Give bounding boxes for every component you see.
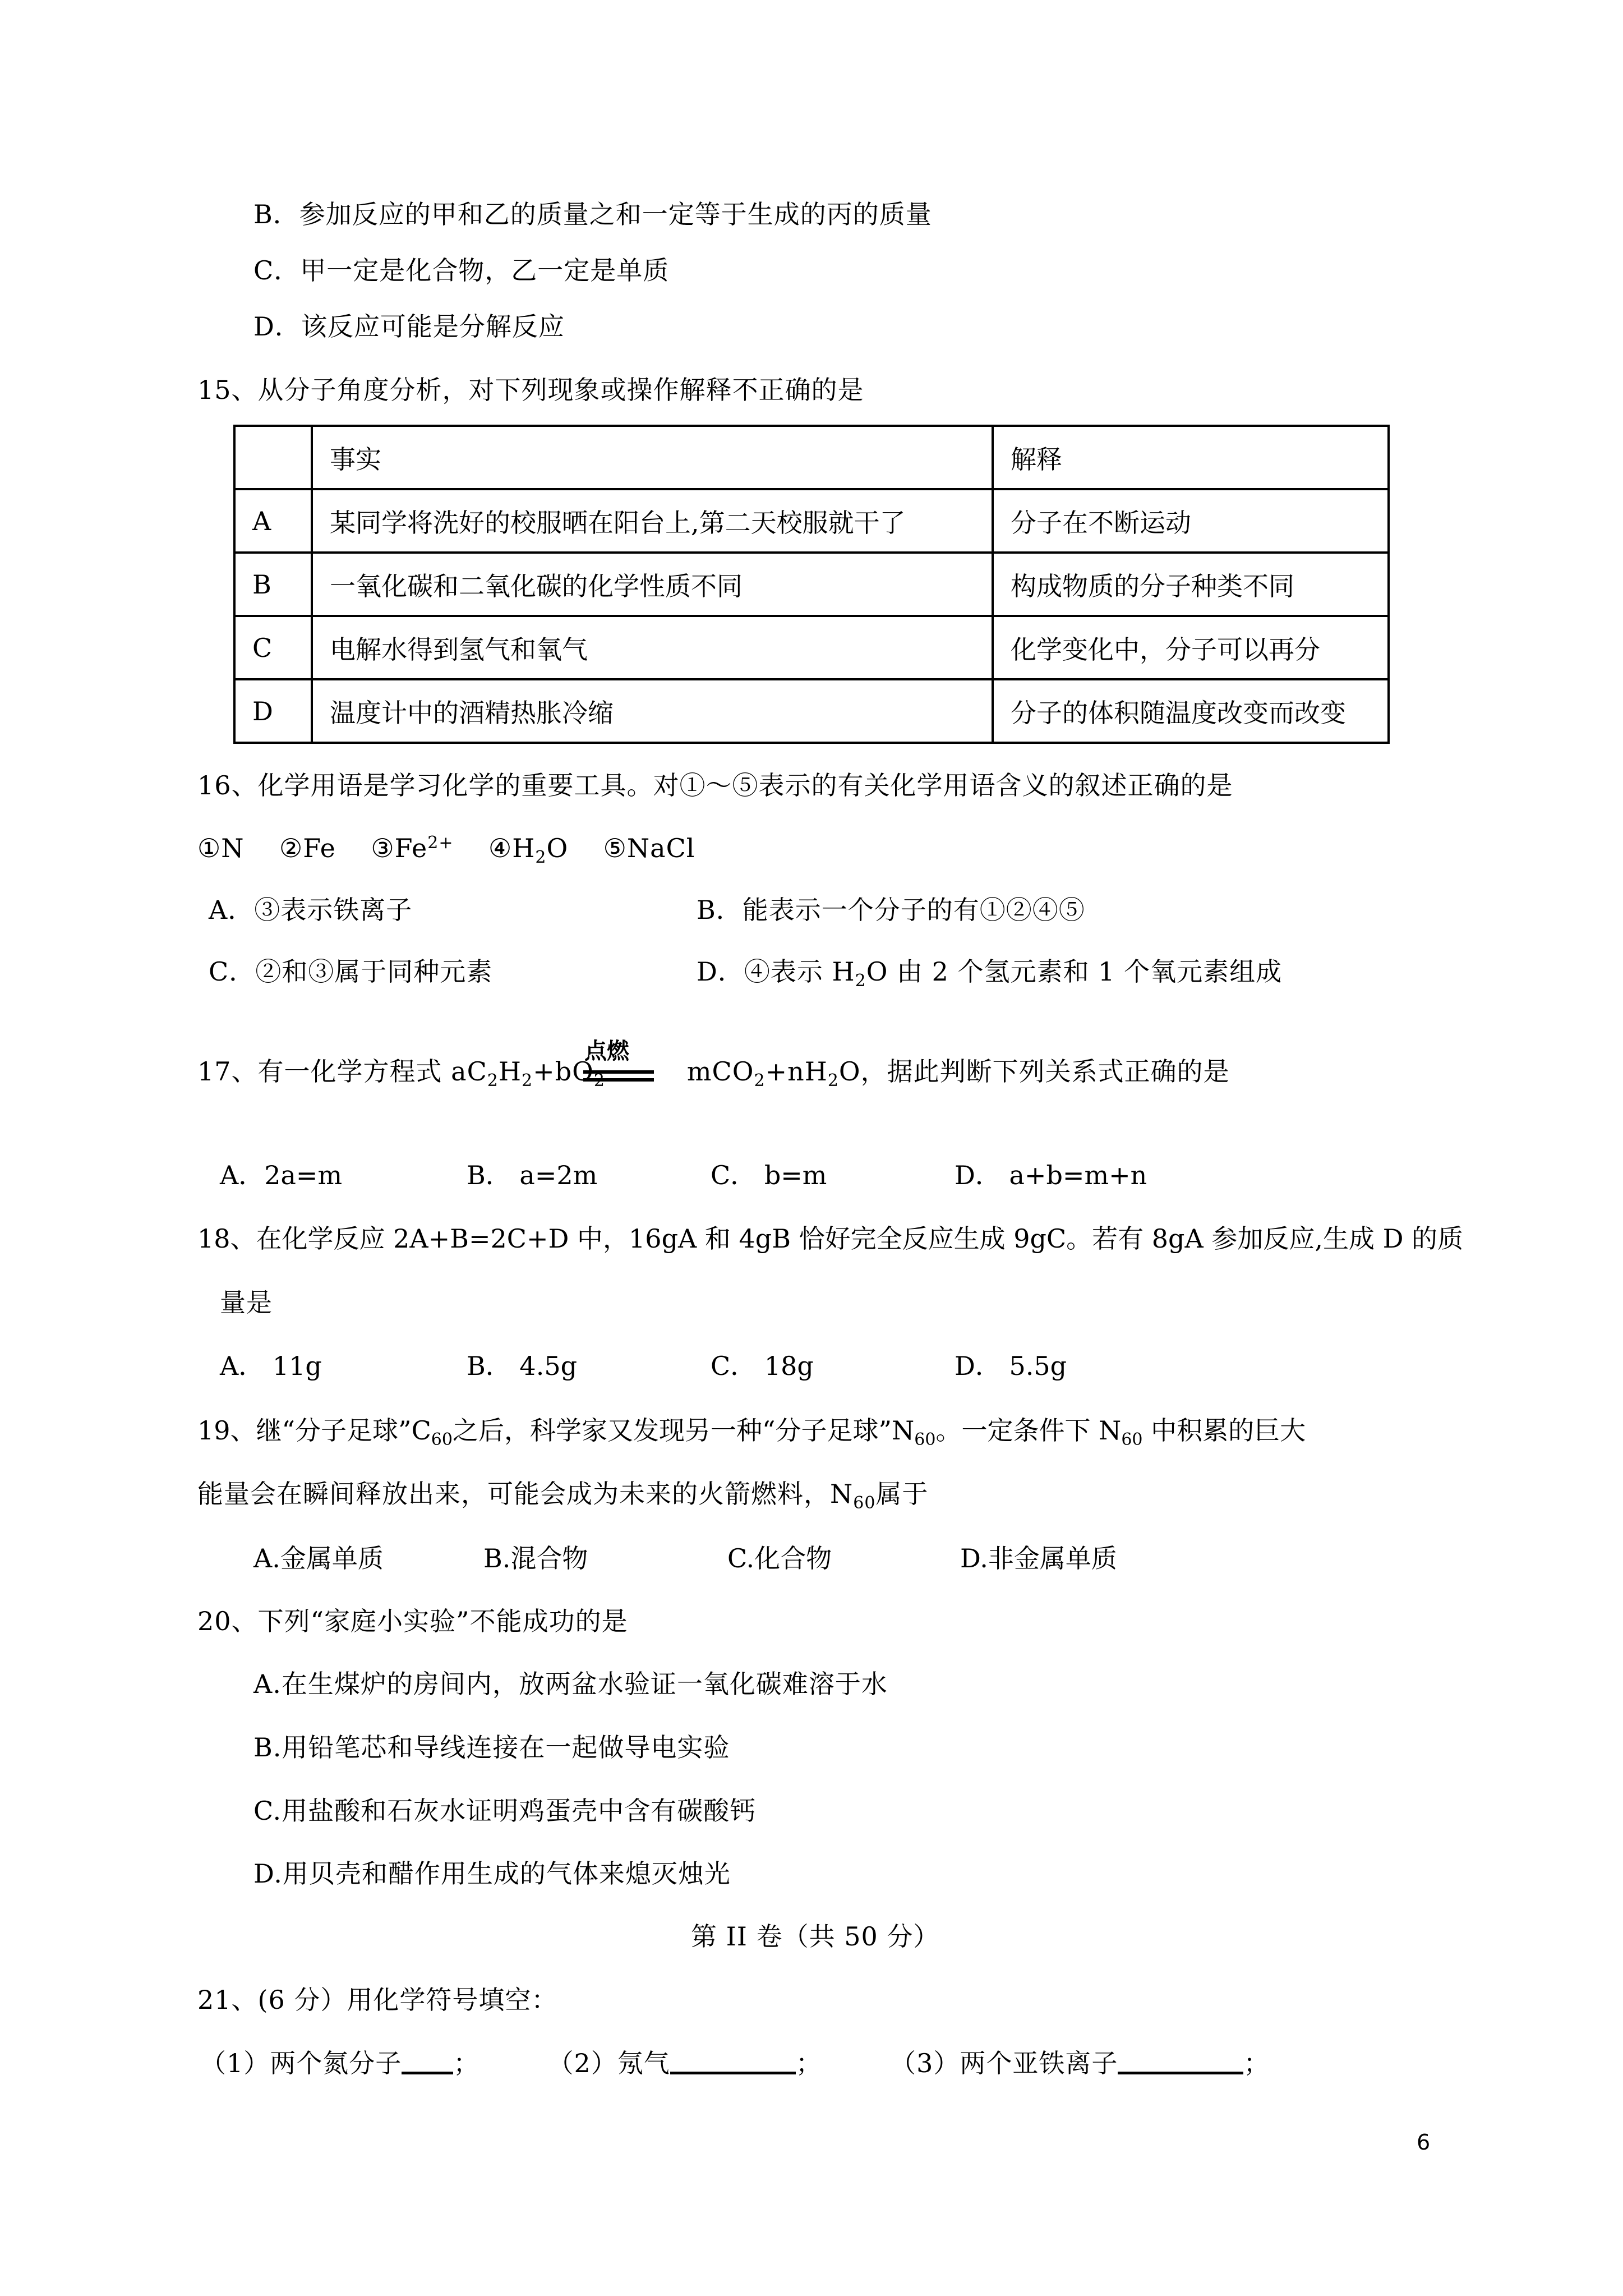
- reaction-condition: 点燃: [584, 1038, 629, 1064]
- q16-option-a: A．③表示铁离子: [209, 895, 413, 925]
- q20-option-b: B.用铅笔芯和导线连接在一起做导电实验: [253, 1732, 730, 1763]
- q19-option-c: C.化合物: [727, 1543, 832, 1573]
- q18-option-b: B． 4.5g: [467, 1351, 578, 1381]
- q16-symbols: [197, 831, 695, 865]
- table-row: [234, 489, 1389, 553]
- q17-option-a: A．2a=m: [220, 1160, 343, 1190]
- row-fact: 温度计中的酒精热胀冷缩: [312, 679, 993, 743]
- q20-option-d: D.用贝壳和醋作用生成的气体来熄灭烛光: [253, 1858, 731, 1889]
- row-label: A: [234, 489, 312, 553]
- q18-option-a: A． 11g: [220, 1351, 322, 1381]
- q21-parts: （1）两个氮分子 ； （2）氖气 ； （3）两个亚铁离子 ；: [200, 2048, 1270, 2078]
- q18-option-c: C． 18g: [711, 1351, 814, 1381]
- q17-option-c: C． b=m: [711, 1160, 827, 1190]
- q19-option-d: D.非金属单质: [960, 1543, 1117, 1573]
- q19-option-a: A.金属单质: [253, 1543, 384, 1573]
- row-label: D: [234, 679, 312, 743]
- table-header-cell: [234, 426, 312, 489]
- q16-stem: 16、化学用语是学习化学的重要工具。对①～⑤表示的有关化学用语含义的叙述正确的是: [197, 770, 1233, 800]
- q14-option-b: B．参加反应的甲和乙的质量之和一定等于生成的丙的质量: [253, 199, 932, 229]
- row-explanation: 分子的体积随温度改变而改变: [993, 679, 1389, 743]
- page-number: 6: [1417, 2130, 1431, 2155]
- row-explanation: 化学变化中，分子可以再分: [993, 616, 1389, 679]
- q21-part-2-label: （2）氖气: [547, 2048, 670, 2078]
- symbol-4: $④H_2O$: [488, 833, 569, 867]
- table-header-cell: 事实: [312, 426, 993, 489]
- q21-stem: 21、(6 分）用化学符号填空：: [197, 1985, 558, 2015]
- row-explanation: 构成物质的分子种类不同: [993, 553, 1389, 616]
- row-label: C: [234, 616, 312, 679]
- q21-part-3-blank[interactable]: [1118, 2047, 1243, 2074]
- q19-stem-line1: 19、继“分子足球$”C_{60}$之后，科学家又发现另一种“分子足球$”N_{60}$。一定条件下 $N_{60}$ 中积累的巨大: [197, 1415, 1306, 1450]
- table-row: [234, 616, 1389, 679]
- q14-option-d: D．该反应可能是分解反应: [253, 311, 565, 342]
- q16-option-d: D．④表示 $H_2O$ 由 2 个氢元素和 1 个氧元素组成: [697, 956, 1283, 991]
- symbol-2: ②Fe: [279, 833, 336, 863]
- q18-stem-line1: 18、在化学反应 2A+B=2C+D 中，16gA 和 4gB 恰好完全反应生成 9gC。若有 8gA 参加反应,生成 D 的质: [197, 1223, 1464, 1254]
- q20-option-a: A.在生煤炉的房间内，放两盆水验证一氧化碳难溶于水: [253, 1669, 888, 1699]
- q17-option-b: B． a=2m: [467, 1160, 598, 1190]
- q20-option-c: C.用盐酸和石灰水证明鸡蛋壳中含有碳酸钙: [253, 1796, 757, 1826]
- row-fact: 一氧化碳和二氧化碳的化学性质不同: [312, 553, 993, 616]
- q17-option-d: D． a+b=m+n: [955, 1160, 1147, 1190]
- q21-part-2-blank[interactable]: [670, 2047, 796, 2074]
- section-title: 第 II 卷（共 50 分）: [691, 1921, 940, 1952]
- q15-table: [233, 425, 1390, 744]
- q14-option-c: C．甲一定是化合物，乙一定是单质: [253, 255, 670, 286]
- q19-stem-line2: 能量会在瞬间释放出来，可能会成为未来的火箭燃料，$N_{60}$属于: [197, 1479, 929, 1513]
- symbol-1: ①N: [197, 833, 245, 863]
- q18-option-d: D． 5.5g: [955, 1351, 1067, 1381]
- q21-part-1-blank[interactable]: [402, 2047, 453, 2074]
- q18-stem-line2: 量是: [220, 1287, 273, 1318]
- symbol-5: ⑤NaCl: [603, 833, 695, 863]
- row-explanation: 分子在不断运动: [993, 489, 1389, 553]
- symbol-3: $③Fe^{2+}$: [371, 833, 454, 863]
- table-row: [234, 553, 1389, 616]
- q21-part-1-label: （1）两个氮分子: [200, 2048, 402, 2078]
- q16-option-c: C．②和③属于同种元素: [209, 956, 493, 987]
- q16-option-b: B．能表示一个分子的有①②④⑤: [697, 895, 1085, 925]
- q20-stem: 20、下列“家庭小实验”不能成功的是: [197, 1606, 628, 1636]
- q19-option-b: B.混合物: [483, 1543, 588, 1573]
- table-header-row: [234, 426, 1389, 489]
- q21-part-3-label: （3）两个亚铁离子: [890, 2048, 1118, 2078]
- q15-stem: 15、从分子角度分析，对下列现象或操作解释不正确的是: [197, 375, 864, 405]
- row-fact: 电解水得到氢气和氧气: [312, 616, 993, 679]
- row-label: B: [234, 553, 312, 616]
- q17-stem: 17、有一化学方程式 $aC_2H_2+bO_2$ $mCO_2+nH_2O$，据此判断下列关系式正确的是: [197, 1056, 1230, 1091]
- row-fact: 某同学将洗好的校服晒在阳台上,第二天校服就干了: [312, 489, 993, 553]
- table-header-cell: 解释: [993, 426, 1389, 489]
- table-row: [234, 679, 1389, 743]
